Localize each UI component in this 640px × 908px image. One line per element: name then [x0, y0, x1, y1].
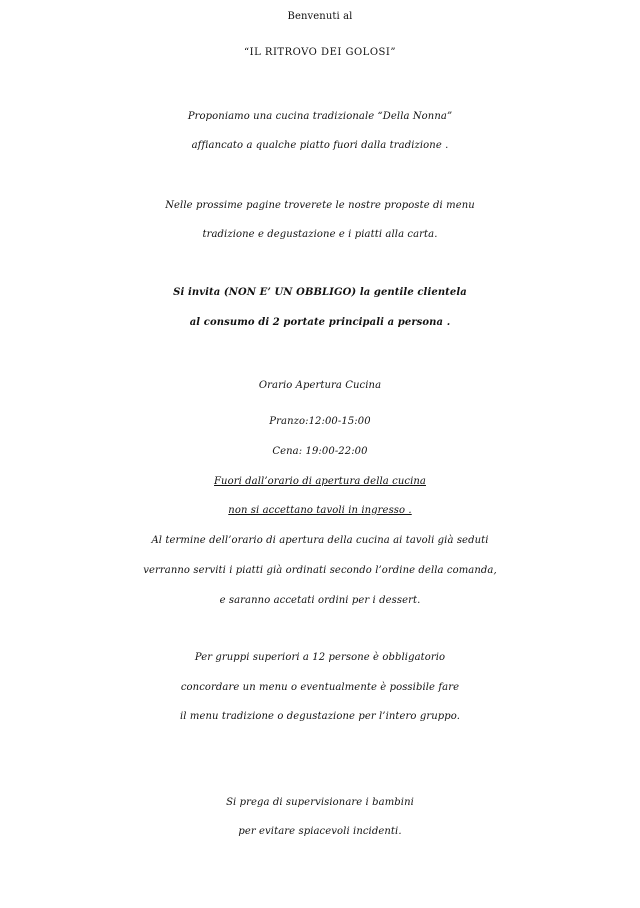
menus-line-2: tradizione e degustazione e i piatti alla carta.	[202, 229, 438, 240]
intro-line-2: affiancato a qualche piatto fuori dalla tradizione .	[191, 140, 449, 151]
welcome-line: Benvenuti al	[287, 11, 353, 22]
invitation-line-1: Si invita (NON E’ UN OBBLIGO) la gentile clientela	[173, 287, 467, 298]
closing-line-3: e saranno accetati ordini per i dessert.	[219, 595, 421, 606]
intro-line-1: Proponiamo una cucina tradizionale “Della Nonna”	[187, 111, 453, 122]
kitchen-hours-heading: Orario Apertura Cucina	[258, 380, 382, 391]
children-line-2: per evitare spiacevoli incidenti.	[238, 826, 402, 837]
closing-line-2: verranno serviti i piatti già ordinati secondo l’ordine della comanda,	[143, 565, 497, 576]
hours-notice-line-2: non si accettano tavoli in ingresso .	[228, 505, 412, 516]
groups-line-3: il menu tradizione o degustazione per l’intero gruppo.	[180, 711, 460, 722]
menus-line-1: Nelle prossime pagine troverete le nostre proposte di menu	[165, 200, 475, 211]
invitation-line-2: al consumo di 2 portate principali a persona .	[189, 317, 451, 328]
children-line-1: Si prega di supervisionare i bambini	[226, 797, 414, 808]
restaurant-name: “IL RITROVO DEI GOLOSI”	[244, 47, 396, 58]
closing-line-1: Al termine dell’orario di apertura della cucina ai tavoli già seduti	[151, 535, 489, 546]
lunch-hours: Pranzo:12:00-15:00	[269, 416, 371, 427]
groups-line-2: concordare un menu o eventualmente è possibile fare	[180, 682, 460, 693]
groups-line-1: Per gruppi superiori a 12 persone è obbligatorio	[194, 652, 446, 663]
hours-notice-line-1: Fuori dall’orario di apertura della cucina	[214, 476, 426, 487]
dinner-hours: Cena: 19:00-22:00	[272, 446, 368, 457]
